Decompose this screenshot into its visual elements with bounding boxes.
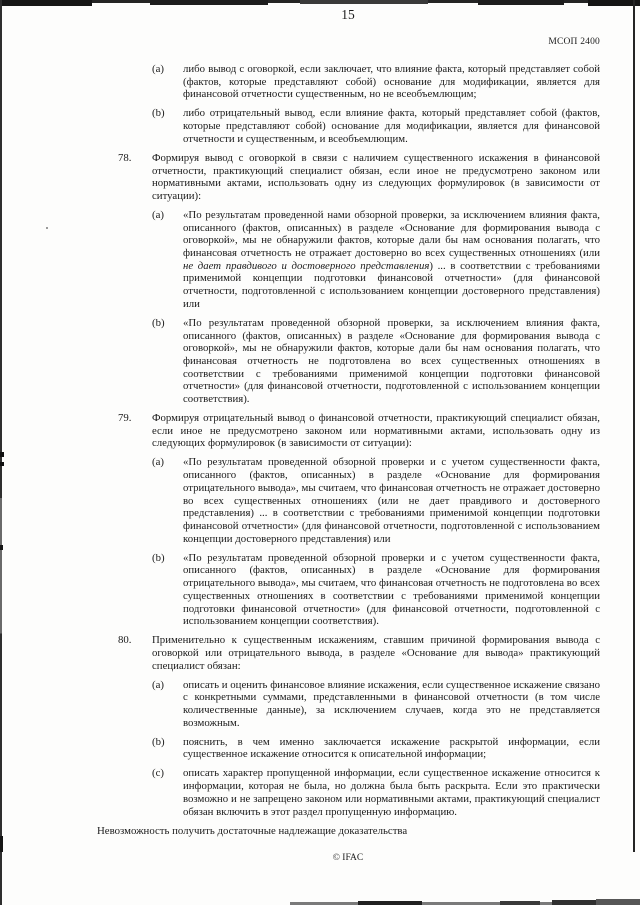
paragraph-text — [152, 634, 600, 672]
list-item-b-78 — [152, 317, 600, 406]
scan-artifact-top-band — [0, 0, 640, 3]
text-run: либо вывод с оговоркой, если заключает, что влияние факта, который представляет собой (фактов, которые представляют собой) основание для модификации, является для финансовой отчетности существенным, но не всеобъемлющим; — [183, 63, 600, 101]
list-item-text — [183, 767, 600, 818]
list-item-label: (b) — [152, 316, 165, 329]
text-run: либо отрицательный вывод, если влияние факта, который представляет собой (фактов, которые представляют собой) основание для модификации, является для финансовой отчетности и существенным, и всеобъемлющим. — [183, 107, 600, 145]
text-run: ) ... в соответствии с требованиями применимой концепции подготовки финансовой отчетности» (для финансовой отчетности, подготовленной с использованием концепции достоверного представления) или — [183, 259, 600, 310]
document-reference: МСОП 2400 — [548, 37, 600, 47]
list-item-label: (b) — [152, 735, 165, 748]
text-run: Формируя отрицательный вывод о финансовой отчетности, практикующий специалист обязан, если иное не предусмотрено законом или нормативными актами, использовать одну из следующих формулировок (в зависимости от ситуации): — [152, 412, 600, 450]
list-item-a-78 — [152, 209, 600, 311]
scan-artifact-top-segment — [300, 0, 428, 4]
list-item-label: (b) — [152, 107, 165, 120]
text-run: «По результатам проведенной нами обзорной проверки, за исключением влияния факта, описанного (фактов, описанных) в разделе «Основание для формирования вывода с оговоркой», мы не обнаружили фактов, которые дали бы нам основания полагать, что финансовая отчетность не отражает достоверно во всех существенных отношениях (или — [183, 208, 600, 260]
text-run: «По результатам проведенной обзорной проверки, за исключением влияния факта, описанного (фактов, описанных) в разделе «Основание для формирования вывода с оговоркой», мы не обнаружили фактов, которые дали бы нам основания полагать, что финансовая отчетность не подготовлена во всех существенных отношениях в соответствии с требованиями применимой концепции подготовки финансовой отчетности» (для финансовой отчетности, подготовленной с использованием концепции соответствия). — [183, 316, 600, 406]
list-item-b-77 — [152, 107, 600, 145]
list-item-b-80 — [152, 736, 600, 761]
italic-text-run: не дает правдивого и достоверного представления — [183, 259, 430, 272]
paragraph-78 — [118, 152, 600, 203]
list-item-a-77 — [152, 63, 600, 101]
copyright-footer: © IFAC — [332, 853, 364, 863]
list-item-label: (a) — [152, 456, 164, 469]
scan-artifact-bottom-segment — [596, 899, 640, 905]
list-item-label: (a) — [152, 208, 164, 221]
paragraph-number: 79. — [118, 412, 132, 425]
list-item-text — [183, 456, 600, 545]
list-item-a-79 — [152, 456, 600, 545]
scan-artifact-top-segment — [150, 0, 268, 5]
paragraph-number: 80. — [118, 634, 132, 647]
document-body — [0, 63, 640, 844]
scan-artifact-bottom-segment — [552, 900, 640, 905]
text-run: «По результатам проведенной обзорной проверки и с учетом существенности факта, описанного (фактов, описанных) в разделе «Основание для формирования отрицательного вывода», мы считаем, что финансовая отчетность не отражает достоверно во всех существенных отношениях (или не дает правдивого и достоверного представления) ... в соответствии с требованиями применимой концепции подготовки финансовой отчетности» (для финансовой отчетности, подготовленной с использованием концепции достоверного представления) или — [183, 456, 600, 545]
scan-artifact-top-segment — [0, 0, 92, 6]
list-item-text — [183, 317, 600, 406]
text-run: «По результатам проведенной обзорной проверки и с учетом существенности факта, описанного (фактов, описанных) в разделе «Основание для формирования отрицательного вывода», мы считаем, что финансовая отчетность не подготовлена во всех существенных отношениях в соответствии с требованиями применимой концепции подготовки финансовой отчетности» (для финансовой отчетности, подготовленной с использованием концепции соответствия). — [183, 551, 600, 628]
paragraph-79 — [118, 412, 600, 450]
list-item-label: (a) — [152, 678, 164, 691]
text-run: Формируя вывод с оговоркой в связи с наличием существенного искажения в финансовой отчетности, практикующий специалист обязан, если иное не предусмотрено законом или нормативными актами, использовать одну из следующих формулировок (в зависимости от ситуации): — [152, 151, 600, 202]
list-item-c-80 — [152, 767, 600, 818]
scan-artifact-top-segment — [588, 0, 640, 6]
paragraph-number: 78. — [118, 151, 132, 164]
list-item-label: (c) — [152, 767, 164, 780]
list-item-text — [183, 209, 600, 311]
text-run: Применительно к существенным искажениям, ставшим причиной формирования вывода с оговоркой или отрицательного вывода, в разделе «Основание для вывода» практикующий специалист обязан: — [152, 634, 600, 672]
paragraph-80 — [118, 634, 600, 672]
list-item-b-79 — [152, 552, 600, 628]
text-run: описать и оценить финансовое влияние искажения, если существенное искажение связано с конкретными суммами, представленными в финансовой отчетности (в том числе количественные данные), за исключением случаев, когда это не представляется возможным. — [183, 678, 600, 729]
list-item-text — [183, 107, 600, 145]
text-run: описать характер пропущенной информации, если существенное искажение относится к информации, которая не была, но должна была быть раскрыта. Если это практически возможно и не запрещено законом или нормативными актами, практикующий специалист обязан включить в этот раздел пропущенную информацию. — [183, 767, 600, 818]
list-item-text — [183, 63, 600, 101]
list-item-text — [183, 736, 600, 761]
text-run: пояснить, в чем именно заключается искажение раскрытой информации, если существенное искажение относится к описательной информации; — [183, 735, 600, 761]
paragraph-text — [152, 412, 600, 450]
page-number: 15 — [341, 7, 355, 22]
paragraph-text — [152, 152, 600, 203]
list-item-a-80 — [152, 679, 600, 730]
list-item-text — [183, 679, 600, 730]
scan-artifact-top-segment — [478, 0, 564, 5]
list-item-label: (b) — [152, 551, 165, 564]
scan-artifact-bottom-segment — [500, 901, 540, 905]
scan-artifact-bottom-segment — [358, 901, 422, 905]
list-item-text — [183, 552, 600, 628]
section-heading: Невозможность получить достаточные надлежащие доказательства — [97, 824, 408, 837]
list-item-label: (a) — [152, 63, 164, 75]
